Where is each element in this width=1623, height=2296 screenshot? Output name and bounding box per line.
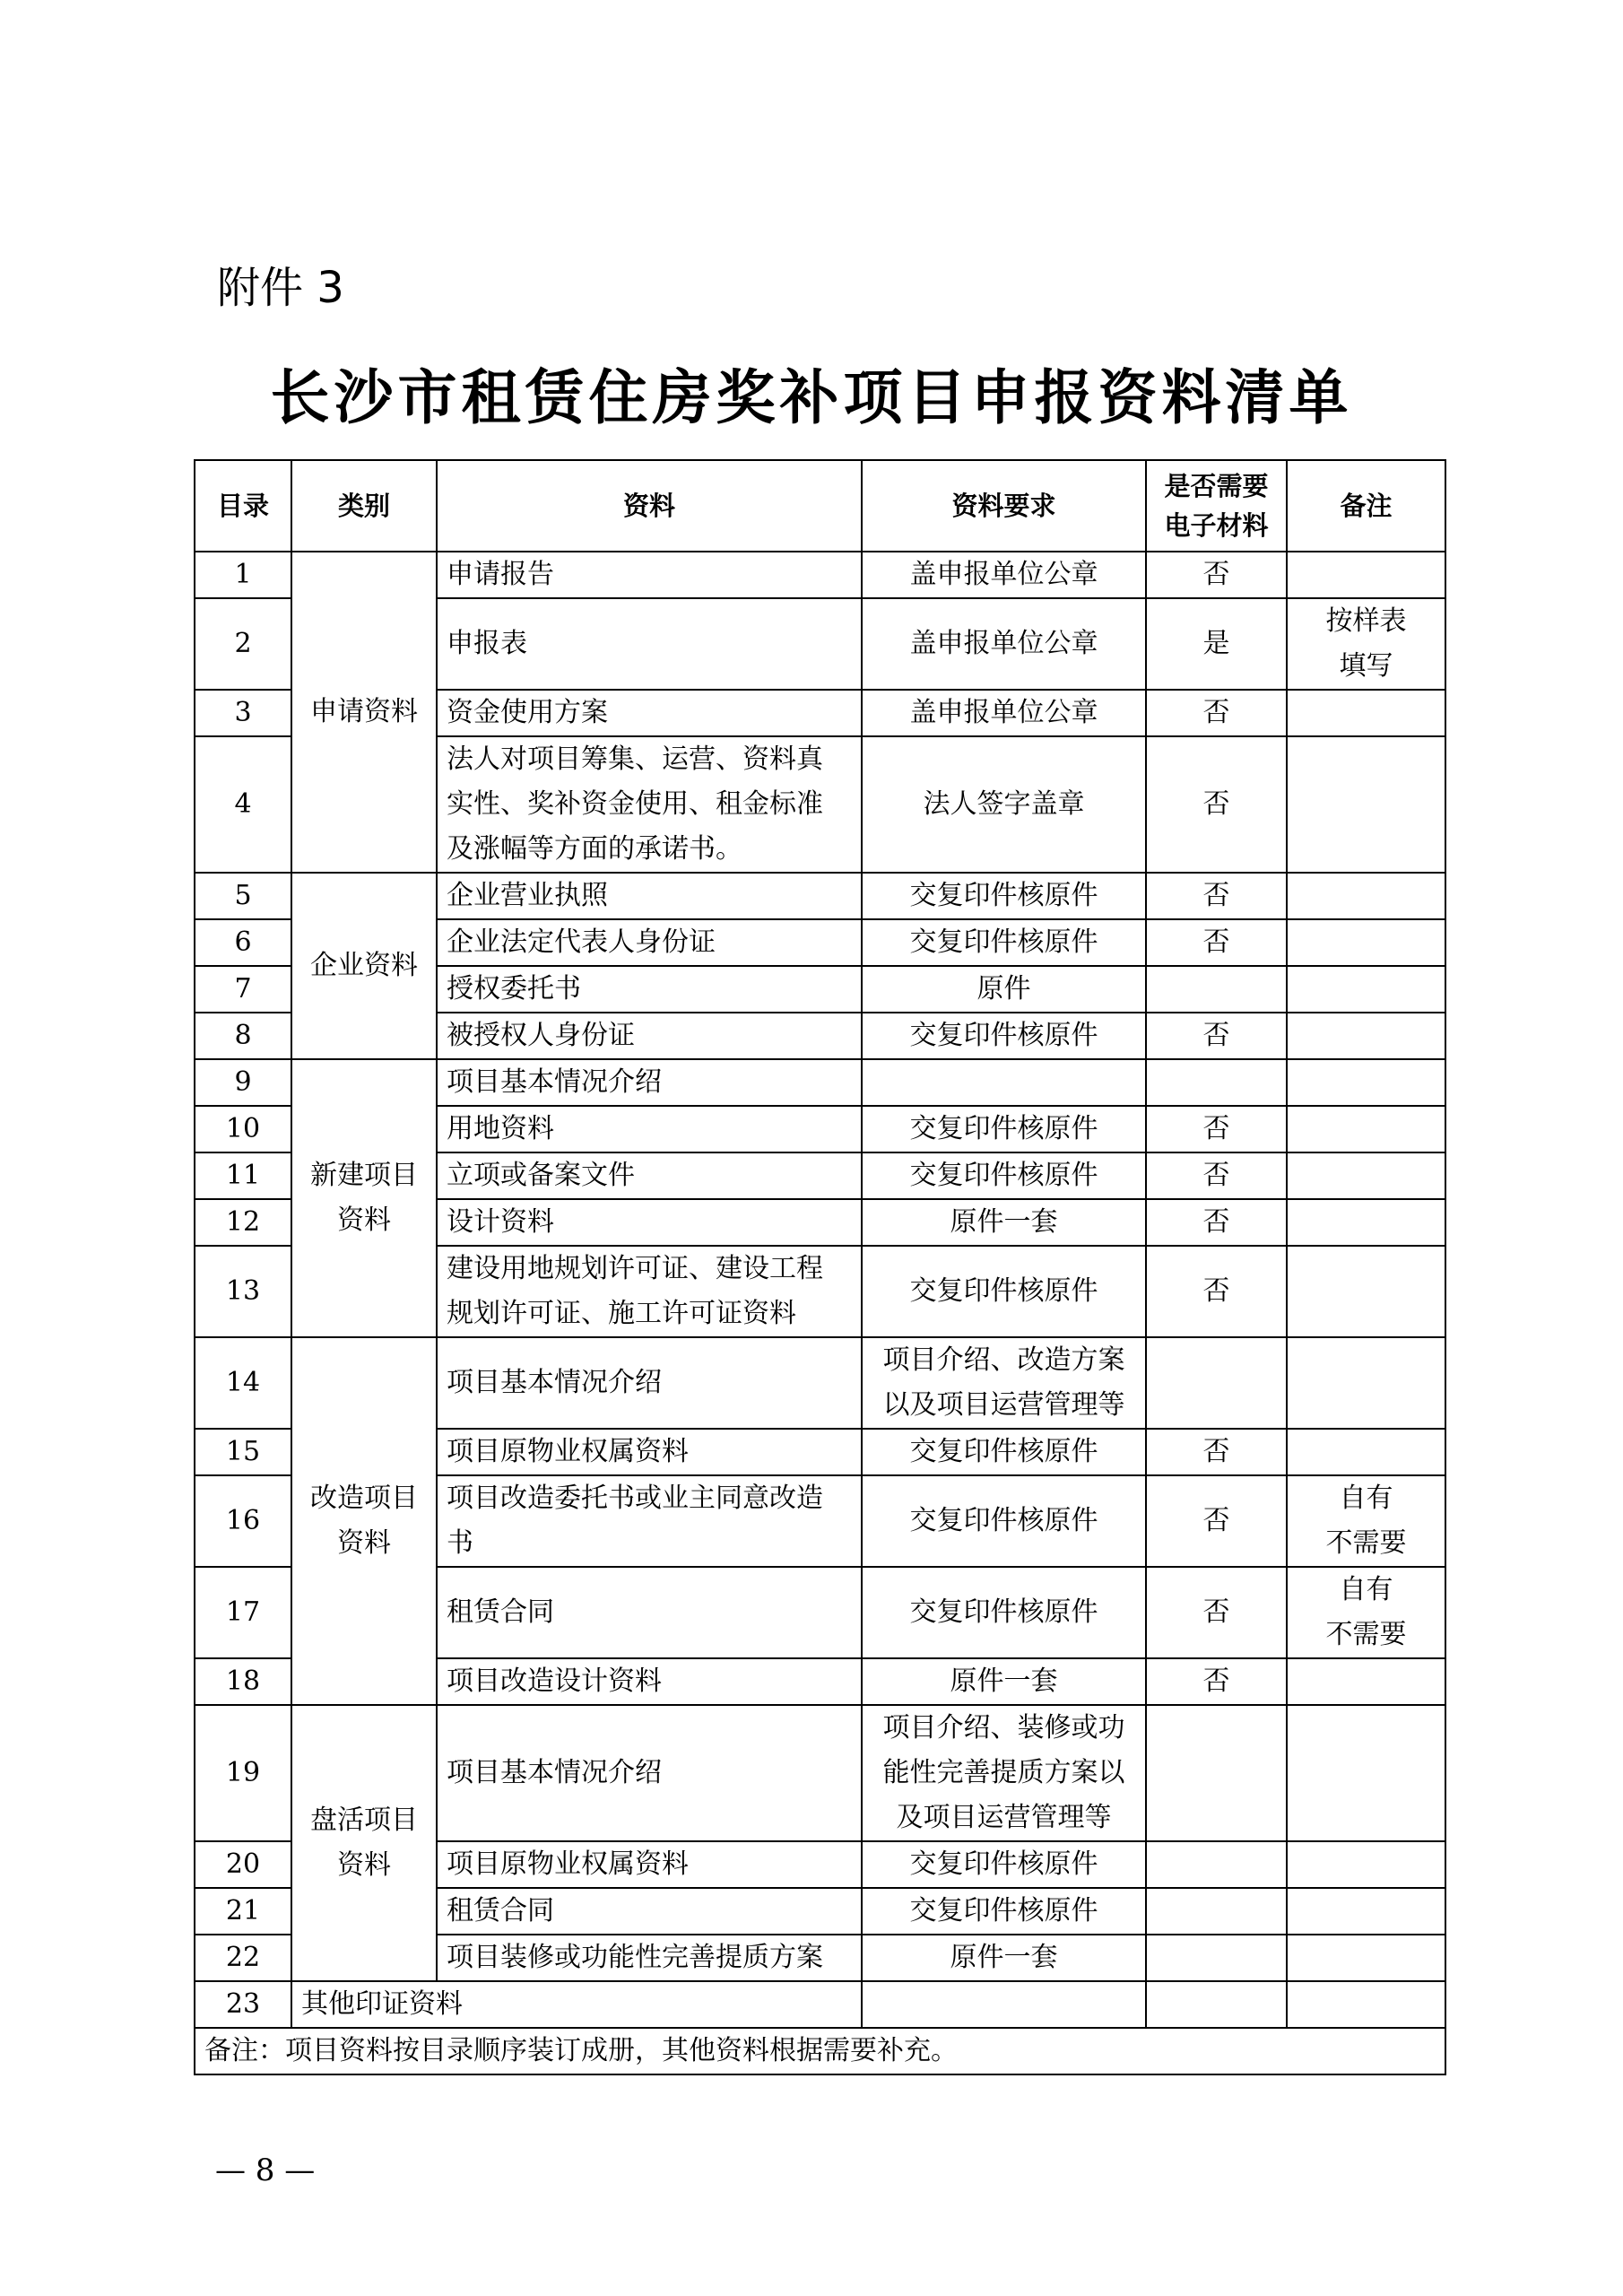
row-electronic xyxy=(1146,1888,1287,1935)
material-line2: 规划许可证、施工许可证资料 xyxy=(447,1298,796,1329)
page-number: — 8 — xyxy=(215,2152,316,2188)
row-index: 10 xyxy=(195,1106,291,1152)
material-line1: 项目改造委托书或业主同意改造 xyxy=(447,1483,823,1514)
row-material: 租赁合同 xyxy=(437,1567,862,1658)
table-footnote-row xyxy=(195,2028,1445,2074)
category-line2: 资料 xyxy=(337,1527,391,1559)
row-remark xyxy=(1287,1059,1445,1106)
row-requirement: 交复印件核原件 xyxy=(862,1013,1146,1059)
table-row xyxy=(195,1981,1445,2028)
materials-table xyxy=(194,459,1446,2075)
row-electronic xyxy=(1146,1935,1287,1981)
row-electronic: 否 xyxy=(1146,1106,1287,1152)
row-material: 项目原物业权属资料 xyxy=(437,1841,862,1888)
table-footnote: 备注：项目资料按目录顺序装订成册，其他资料根据需要补充。 xyxy=(195,2028,1445,2074)
category-line1: 新建项目 xyxy=(310,1160,418,1191)
row-index: 5 xyxy=(195,873,291,919)
row-index: 13 xyxy=(195,1246,291,1337)
row-requirement xyxy=(862,1337,1146,1429)
row-requirement xyxy=(862,1981,1146,2028)
row-material: 企业营业执照 xyxy=(437,873,862,919)
row-index: 2 xyxy=(195,598,291,690)
table-row xyxy=(195,1059,1445,1106)
requirement-line1: 项目介绍、装修或功 xyxy=(882,1712,1125,1744)
category-line2: 资料 xyxy=(337,1205,391,1236)
row-remark xyxy=(1287,690,1445,736)
row-material: 企业法定代表人身份证 xyxy=(437,919,862,966)
row-index: 11 xyxy=(195,1152,291,1199)
row-material xyxy=(437,1475,862,1567)
row-requirement: 交复印件核原件 xyxy=(862,1152,1146,1199)
requirement-line3: 及项目运营管理等 xyxy=(896,1802,1112,1833)
row-material: 立项或备案文件 xyxy=(437,1152,862,1199)
row-material: 项目基本情况介绍 xyxy=(437,1705,862,1841)
row-requirement: 交复印件核原件 xyxy=(862,1429,1146,1475)
row-electronic: 是 xyxy=(1146,598,1287,690)
row-index: 8 xyxy=(195,1013,291,1059)
row-requirement: 交复印件核原件 xyxy=(862,1841,1146,1888)
requirement-line2: 能性完善提质方案以 xyxy=(882,1757,1125,1788)
row-remark xyxy=(1287,736,1445,873)
category-line1: 改造项目 xyxy=(310,1483,418,1514)
row-material: 用地资料 xyxy=(437,1106,862,1152)
row-remark xyxy=(1287,1152,1445,1199)
row-index: 15 xyxy=(195,1429,291,1475)
category-line2: 资料 xyxy=(337,1849,391,1881)
row-remark xyxy=(1287,552,1445,598)
remark-line1: 自有 xyxy=(1339,1574,1393,1605)
row-index: 4 xyxy=(195,736,291,873)
row-remark xyxy=(1287,1705,1445,1841)
requirement-line2: 以及项目运营管理等 xyxy=(882,1389,1125,1421)
row-index: 3 xyxy=(195,690,291,736)
row-requirement: 盖申报单位公章 xyxy=(862,552,1146,598)
row-requirement: 原件一套 xyxy=(862,1658,1146,1705)
row-remark xyxy=(1287,966,1445,1013)
row-remark xyxy=(1287,1567,1445,1658)
row-requirement: 原件一套 xyxy=(862,1199,1146,1246)
header-category: 类别 xyxy=(291,460,437,552)
row-remark xyxy=(1287,873,1445,919)
row-index: 19 xyxy=(195,1705,291,1841)
row-requirement xyxy=(862,1705,1146,1841)
row-index: 22 xyxy=(195,1935,291,1981)
row-material: 项目原物业权属资料 xyxy=(437,1429,862,1475)
row-material xyxy=(437,1246,862,1337)
header-electronic-line2: 电子材料 xyxy=(1164,510,1269,541)
row-requirement: 交复印件核原件 xyxy=(862,1475,1146,1567)
table-row xyxy=(195,552,1445,598)
row-electronic: 否 xyxy=(1146,1246,1287,1337)
row-requirement: 交复印件核原件 xyxy=(862,1888,1146,1935)
header-index: 目录 xyxy=(195,460,291,552)
row-electronic: 否 xyxy=(1146,1429,1287,1475)
row-remark xyxy=(1287,1246,1445,1337)
row-electronic xyxy=(1146,966,1287,1013)
row-remark xyxy=(1287,1658,1445,1705)
table-row xyxy=(195,1337,1445,1429)
row-index: 18 xyxy=(195,1658,291,1705)
row-material: 项目基本情况介绍 xyxy=(437,1059,862,1106)
row-remark xyxy=(1287,1013,1445,1059)
row-electronic xyxy=(1146,1705,1287,1841)
row-electronic: 否 xyxy=(1146,552,1287,598)
category-application: 申请资料 xyxy=(291,552,437,873)
row-electronic: 否 xyxy=(1146,873,1287,919)
header-electronic-line1: 是否需要 xyxy=(1164,471,1269,501)
row-material: 设计资料 xyxy=(437,1199,862,1246)
material-line1: 法人对项目筹集、运营、资料真 xyxy=(447,744,823,775)
row-index: 17 xyxy=(195,1567,291,1658)
table-header-row xyxy=(195,460,1445,552)
row-electronic xyxy=(1146,1841,1287,1888)
row-electronic: 否 xyxy=(1146,1658,1287,1705)
row-material: 项目装修或功能性完善提质方案 xyxy=(437,1935,862,1981)
row-remark xyxy=(1287,1888,1445,1935)
row-electronic: 否 xyxy=(1146,919,1287,966)
row-material: 被授权人身份证 xyxy=(437,1013,862,1059)
row-requirement: 交复印件核原件 xyxy=(862,1106,1146,1152)
category-revitalization-project xyxy=(291,1705,437,1981)
attachment-label: 附件 3 xyxy=(217,263,344,313)
row-electronic: 否 xyxy=(1146,690,1287,736)
row-material: 申请报告 xyxy=(437,552,862,598)
row-material: 申报表 xyxy=(437,598,862,690)
remark-line2: 不需要 xyxy=(1325,1527,1407,1559)
header-electronic xyxy=(1146,460,1287,552)
row-material: 授权委托书 xyxy=(437,966,862,1013)
row-index: 20 xyxy=(195,1841,291,1888)
row-remark xyxy=(1287,1337,1445,1429)
table-row xyxy=(195,873,1445,919)
requirement-line1: 项目介绍、改造方案 xyxy=(882,1344,1125,1376)
remark-line2: 填写 xyxy=(1339,650,1393,682)
material-line2: 实性、奖补资金使用、租金标准 xyxy=(447,788,823,820)
row-index: 9 xyxy=(195,1059,291,1106)
material-line3: 及涨幅等方面的承诺书。 xyxy=(447,833,742,865)
row-index: 21 xyxy=(195,1888,291,1935)
header-remark: 备注 xyxy=(1287,460,1445,552)
remark-line1: 自有 xyxy=(1339,1483,1393,1514)
row-material: 租赁合同 xyxy=(437,1888,862,1935)
row-index: 16 xyxy=(195,1475,291,1567)
category-new-project xyxy=(291,1059,437,1337)
row-requirement: 盖申报单位公章 xyxy=(862,598,1146,690)
header-requirement: 资料要求 xyxy=(862,460,1146,552)
material-line1: 建设用地规划许可证、建设工程 xyxy=(447,1253,823,1284)
row-requirement: 法人签字盖章 xyxy=(862,736,1146,873)
row-index: 12 xyxy=(195,1199,291,1246)
table-row xyxy=(195,1705,1445,1841)
row-remark xyxy=(1287,919,1445,966)
category-line1: 盘活项目 xyxy=(310,1805,418,1836)
row-index: 23 xyxy=(195,1981,291,2028)
remark-line2: 不需要 xyxy=(1325,1619,1407,1650)
row-electronic xyxy=(1146,1981,1287,2028)
row-electronic: 否 xyxy=(1146,1567,1287,1658)
row-electronic xyxy=(1146,1059,1287,1106)
row-electronic: 否 xyxy=(1146,1199,1287,1246)
row-requirement: 交复印件核原件 xyxy=(862,1246,1146,1337)
row-electronic: 否 xyxy=(1146,1475,1287,1567)
row-electronic: 否 xyxy=(1146,1013,1287,1059)
row-remark xyxy=(1287,1429,1445,1475)
category-renovation-project xyxy=(291,1337,437,1705)
row-material: 其他印证资料 xyxy=(291,1981,862,2028)
row-remark xyxy=(1287,1981,1445,2028)
row-remark xyxy=(1287,1106,1445,1152)
row-index: 7 xyxy=(195,966,291,1013)
row-requirement: 交复印件核原件 xyxy=(862,873,1146,919)
material-line2: 书 xyxy=(447,1527,473,1559)
row-material: 资金使用方案 xyxy=(437,690,862,736)
row-electronic: 否 xyxy=(1146,1152,1287,1199)
row-remark xyxy=(1287,1935,1445,1981)
row-requirement: 原件一套 xyxy=(862,1935,1146,1981)
row-requirement: 盖申报单位公章 xyxy=(862,690,1146,736)
row-electronic: 否 xyxy=(1146,736,1287,873)
document-title: 长沙市租赁住房奖补项目申报资料清单 xyxy=(270,362,1353,432)
row-material: 项目基本情况介绍 xyxy=(437,1337,862,1429)
row-remark xyxy=(1287,1841,1445,1888)
remark-line1: 按样表 xyxy=(1325,605,1407,637)
row-index: 6 xyxy=(195,919,291,966)
row-requirement xyxy=(862,1059,1146,1106)
row-index: 14 xyxy=(195,1337,291,1429)
row-requirement: 交复印件核原件 xyxy=(862,1567,1146,1658)
row-material xyxy=(437,736,862,873)
row-requirement: 原件 xyxy=(862,966,1146,1013)
row-electronic xyxy=(1146,1337,1287,1429)
row-remark xyxy=(1287,1199,1445,1246)
row-material: 项目改造设计资料 xyxy=(437,1658,862,1705)
row-remark xyxy=(1287,1475,1445,1567)
row-remark xyxy=(1287,598,1445,690)
row-requirement: 交复印件核原件 xyxy=(862,919,1146,966)
row-index: 1 xyxy=(195,552,291,598)
header-material: 资料 xyxy=(437,460,862,552)
category-enterprise: 企业资料 xyxy=(291,873,437,1059)
